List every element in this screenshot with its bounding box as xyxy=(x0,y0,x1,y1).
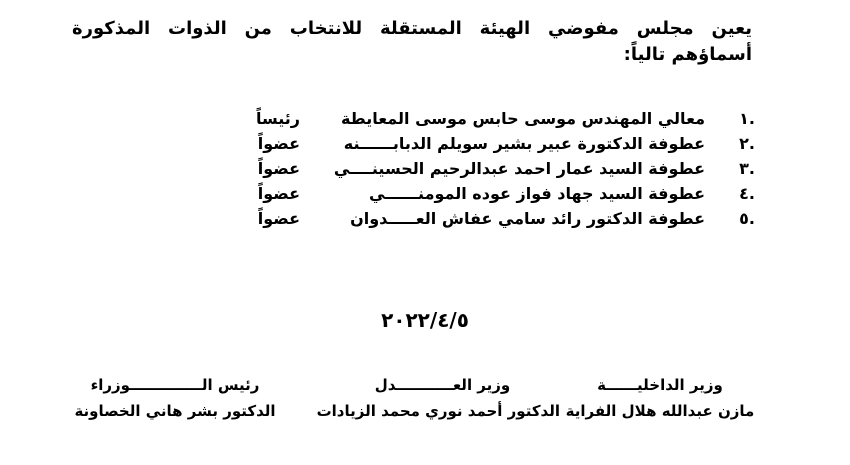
member-role: رئيساً xyxy=(255,109,300,128)
member-role: عضواً xyxy=(257,184,300,203)
member-number: .١ xyxy=(739,109,755,128)
member-number: .٣ xyxy=(739,159,755,178)
list-item xyxy=(145,181,755,206)
member-name: عطوفة السيد جهاد فواز عوده المومنــــــي xyxy=(369,184,705,203)
member-role: عضواً xyxy=(257,159,300,178)
member-name: عطوفة الدكتورة عبير بشير سويلم الدبابــــــنه xyxy=(343,134,705,153)
intro-line-2: أسماؤهم تالياً: xyxy=(623,44,752,65)
list-item xyxy=(145,106,755,131)
signature-justice-minister xyxy=(316,372,560,424)
member-name: عطوفة الدكتور رائد سامي عفاش العـــــدوان xyxy=(350,209,705,228)
member-role: عضواً xyxy=(257,134,300,153)
list-item xyxy=(145,156,755,181)
signature-title: وزير الداخليــــــة xyxy=(597,376,723,394)
list-item xyxy=(145,131,755,156)
signature-title: وزير العـــــــــــدل xyxy=(374,376,511,394)
member-number: .٥ xyxy=(739,209,755,228)
signature-title: رئيس الــــــــــــــوزراء xyxy=(90,376,260,394)
member-number: .٤ xyxy=(739,184,755,203)
list-item xyxy=(145,206,755,231)
signature-person: الدكتور أحمد نوري محمد الزيادات xyxy=(316,402,560,420)
signature-person: الدكتور بشر هاني الخصاونة xyxy=(74,402,276,420)
member-role: عضواً xyxy=(257,209,300,228)
intro-line-1: يعين مجلس مفوضي الهيئة المستقلة للانتخاب من الذوات المذكورة xyxy=(72,18,752,39)
member-number: .٢ xyxy=(739,134,755,153)
members-list xyxy=(145,106,755,231)
member-name: معالي المهندس موسى حابس موسى المعايطة xyxy=(340,109,705,128)
signature-prime-minister xyxy=(70,372,280,424)
member-name: عطوفة السيد عمار احمد عبدالرحيم الحسينــــي xyxy=(333,159,705,178)
signature-interior-minister xyxy=(565,372,755,424)
decree-date: ٢٠٢٢/٤/٥ xyxy=(381,308,469,332)
intro-paragraph xyxy=(72,16,752,68)
signature-person: مازن عبدالله هلال الفراية xyxy=(565,402,755,420)
